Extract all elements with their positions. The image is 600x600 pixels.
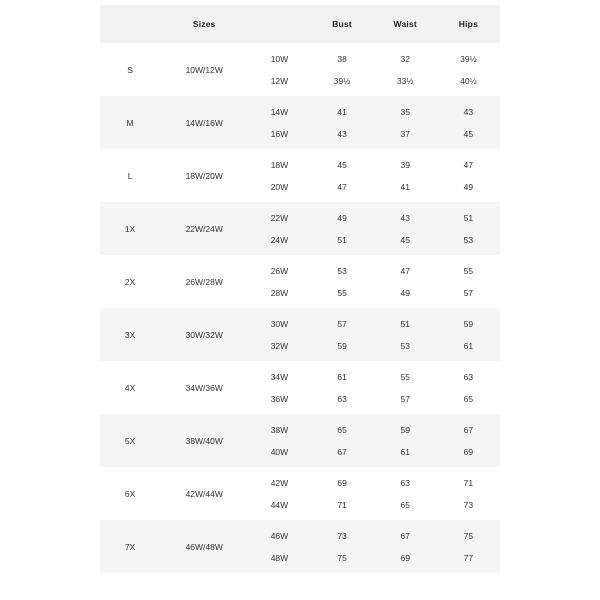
- row-waist: [374, 520, 437, 573]
- row-letter: 4X: [100, 361, 160, 414]
- hips-1: 63: [463, 371, 474, 382]
- row-size-range: 46W/48W: [160, 520, 248, 573]
- row-size-range: 18W/20W: [160, 149, 248, 202]
- bust-2: 55: [337, 287, 347, 298]
- row-bust: [311, 361, 374, 414]
- waist-2: 69: [400, 552, 410, 563]
- hips-2: 73: [463, 499, 474, 510]
- sub-size-1: 42W: [270, 477, 289, 488]
- hips-1: 43: [463, 106, 474, 117]
- row-size-range: 26W/28W: [160, 255, 248, 308]
- row-hips: [437, 308, 500, 361]
- hips-1: 71: [463, 477, 474, 488]
- sub-size-1: 26W: [270, 265, 289, 276]
- row-size-range: 22W/24W: [160, 202, 248, 255]
- sub-size-2: 48W: [270, 552, 289, 563]
- row-bust: [311, 96, 374, 149]
- table-body: [100, 43, 500, 573]
- row-waist: [374, 361, 437, 414]
- bust-1: 57: [337, 318, 347, 329]
- bust-1: 69: [337, 477, 347, 488]
- row-sub-sizes: [248, 414, 310, 467]
- bust-2: 63: [337, 393, 347, 404]
- row-sub-sizes: [248, 255, 310, 308]
- waist-2: 49: [400, 287, 410, 298]
- sub-size-1: 34W: [270, 371, 289, 382]
- table-row: [100, 361, 500, 414]
- row-letter: 3X: [100, 308, 160, 361]
- row-hips: [437, 467, 500, 520]
- row-waist: [374, 414, 437, 467]
- hips-2: 45: [463, 128, 474, 139]
- row-size-range: 42W/44W: [160, 467, 248, 520]
- waist-2: 61: [400, 446, 410, 457]
- sub-size-2: 40W: [270, 446, 289, 457]
- row-sub-sizes: [248, 361, 310, 414]
- hips-2: 61: [463, 340, 474, 351]
- row-sub-sizes: [248, 520, 310, 573]
- sub-size-2: 44W: [270, 499, 289, 510]
- header-hips: Hips: [437, 5, 500, 43]
- table-row: [100, 255, 500, 308]
- row-hips: [437, 520, 500, 573]
- waist-1: 63: [400, 477, 410, 488]
- row-waist: [374, 308, 437, 361]
- waist-2: 65: [400, 499, 410, 510]
- row-sub-sizes: [248, 43, 310, 96]
- sub-size-2: 28W: [270, 287, 289, 298]
- table-row: [100, 520, 500, 573]
- bust-2: 47: [337, 181, 347, 192]
- table-header: [100, 5, 500, 43]
- sub-size-2: 12W: [270, 75, 289, 86]
- bust-1: 65: [337, 424, 347, 435]
- row-bust: [311, 43, 374, 96]
- row-bust: [311, 308, 374, 361]
- bust-1: 73: [337, 530, 347, 541]
- row-letter: L: [100, 149, 160, 202]
- row-letter: S: [100, 43, 160, 96]
- row-waist: [374, 202, 437, 255]
- row-waist: [374, 255, 437, 308]
- sub-size-1: 38W: [270, 424, 289, 435]
- sub-size-1: 10W: [270, 53, 289, 64]
- row-hips: [437, 202, 500, 255]
- sub-size-1: 18W: [270, 159, 289, 170]
- waist-1: 39: [400, 159, 410, 170]
- waist-2: 45: [400, 234, 410, 245]
- row-sub-sizes: [248, 202, 310, 255]
- hips-2: 57: [463, 287, 474, 298]
- waist-1: 67: [400, 530, 410, 541]
- hips-2: 65: [463, 393, 474, 404]
- bust-2: 39½: [333, 75, 351, 86]
- bust-2: 67: [337, 446, 347, 457]
- row-bust: [311, 149, 374, 202]
- hips-1: 55: [463, 265, 474, 276]
- bust-1: 38: [337, 53, 347, 64]
- sub-size-2: 32W: [270, 340, 289, 351]
- row-size-range: 30W/32W: [160, 308, 248, 361]
- waist-2: 57: [400, 393, 410, 404]
- bust-1: 49: [337, 212, 347, 223]
- table-row: [100, 308, 500, 361]
- row-size-range: 38W/40W: [160, 414, 248, 467]
- size-chart-table: [100, 5, 500, 573]
- row-letter: M: [100, 96, 160, 149]
- waist-2: 53: [400, 340, 410, 351]
- table-row: [100, 414, 500, 467]
- bust-2: 51: [337, 234, 347, 245]
- waist-1: 55: [400, 371, 410, 382]
- bust-2: 59: [337, 340, 347, 351]
- bust-2: 75: [337, 552, 347, 563]
- waist-1: 35: [400, 106, 410, 117]
- bust-2: 71: [337, 499, 347, 510]
- hips-2: 49: [463, 181, 474, 192]
- row-bust: [311, 202, 374, 255]
- waist-1: 47: [400, 265, 410, 276]
- waist-1: 43: [400, 212, 410, 223]
- size-chart: [100, 5, 500, 573]
- row-waist: [374, 96, 437, 149]
- waist-2: 37: [400, 128, 410, 139]
- hips-1: 51: [463, 212, 474, 223]
- sub-size-1: 14W: [270, 106, 289, 117]
- bust-1: 53: [337, 265, 347, 276]
- row-letter: 7X: [100, 520, 160, 573]
- row-sub-sizes: [248, 308, 310, 361]
- row-size-range: 34W/36W: [160, 361, 248, 414]
- hips-2: 69: [463, 446, 474, 457]
- waist-2: 33½: [396, 75, 414, 86]
- row-size-range: 14W/16W: [160, 96, 248, 149]
- hips-1: 75: [463, 530, 474, 541]
- header-bust: Bust: [311, 5, 374, 43]
- bust-1: 45: [337, 159, 347, 170]
- waist-2: 41: [400, 181, 410, 192]
- hips-1: 47: [463, 159, 474, 170]
- hips-2: 77: [463, 552, 474, 563]
- row-letter: 1X: [100, 202, 160, 255]
- row-letter: 6X: [100, 467, 160, 520]
- hips-2: 40½: [460, 75, 477, 86]
- row-hips: [437, 255, 500, 308]
- waist-1: 51: [400, 318, 410, 329]
- hips-1: 59: [463, 318, 474, 329]
- row-hips: [437, 149, 500, 202]
- table-row: [100, 43, 500, 96]
- waist-1: 32: [400, 53, 410, 64]
- sub-size-2: 24W: [270, 234, 289, 245]
- row-bust: [311, 520, 374, 573]
- row-bust: [311, 414, 374, 467]
- waist-1: 59: [400, 424, 410, 435]
- header-blank-letter: [100, 5, 160, 43]
- row-hips: [437, 414, 500, 467]
- sub-size-2: 36W: [270, 393, 289, 404]
- row-sub-sizes: [248, 96, 310, 149]
- sub-size-1: 46W: [270, 530, 289, 541]
- sub-size-2: 16W: [270, 128, 289, 139]
- table-row: [100, 96, 500, 149]
- row-sub-sizes: [248, 467, 310, 520]
- bust-1: 61: [337, 371, 347, 382]
- header-sizes: Sizes: [160, 5, 248, 43]
- row-bust: [311, 467, 374, 520]
- table-row: [100, 467, 500, 520]
- row-waist: [374, 149, 437, 202]
- table-row: [100, 202, 500, 255]
- hips-1: 39½: [460, 53, 477, 64]
- sub-size-1: 30W: [270, 318, 289, 329]
- header-waist: Waist: [374, 5, 437, 43]
- bust-2: 43: [337, 128, 347, 139]
- header-blank-sub: [248, 5, 310, 43]
- header-row: [100, 5, 500, 43]
- row-size-range: 10W/12W: [160, 43, 248, 96]
- row-waist: [374, 467, 437, 520]
- sub-size-2: 20W: [270, 181, 289, 192]
- row-waist: [374, 43, 437, 96]
- row-hips: [437, 43, 500, 96]
- row-hips: [437, 361, 500, 414]
- bust-1: 41: [337, 106, 347, 117]
- row-letter: 2X: [100, 255, 160, 308]
- row-sub-sizes: [248, 149, 310, 202]
- hips-1: 67: [463, 424, 474, 435]
- hips-2: 53: [463, 234, 474, 245]
- row-hips: [437, 96, 500, 149]
- row-letter: 5X: [100, 414, 160, 467]
- sub-size-1: 22W: [270, 212, 289, 223]
- table-row: [100, 149, 500, 202]
- row-bust: [311, 255, 374, 308]
